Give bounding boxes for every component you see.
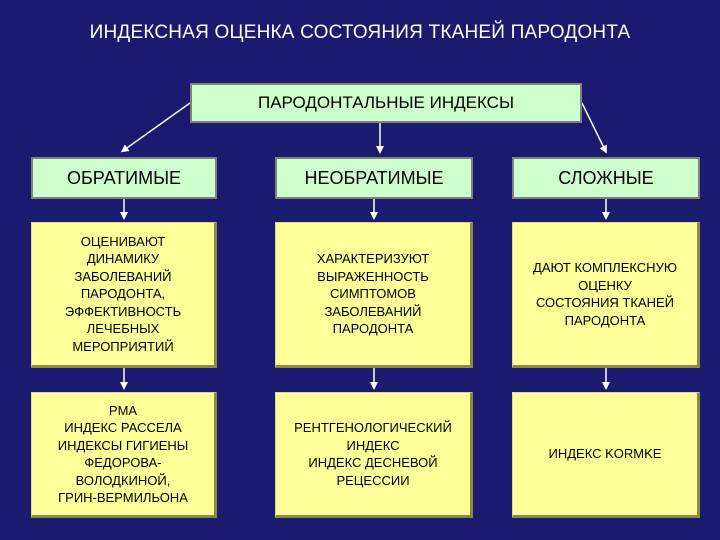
examples-text: PMA ИНДЕКС РАССЕЛА ИНДЕКСЫ ГИГИЕНЫ ФЕДОРОВА- ВОЛОДКИНОЙ, ГРИН-ВЕРМИЛЬОНА <box>57 402 189 505</box>
description-complex <box>512 222 700 368</box>
examples-complex <box>512 392 700 518</box>
examples-text: ИНДЕКС KORMKE <box>548 446 662 462</box>
connector-root-right <box>582 103 605 150</box>
root-node <box>190 83 582 123</box>
examples-reversible <box>31 392 217 518</box>
category-label: СЛОЖНЫЕ <box>558 167 654 188</box>
description-text: ДАЮТ КОМПЛЕКСНУЮ ОЦЕНКУ СОСТОЯНИЯ ТКАНЕЙ ПАРОДОНТА <box>533 260 677 328</box>
description-text: ОЦЕНИВАЮТ ДИНАМИКУ ЗАБОЛЕВАНИЙ ПАРОДОНТА, ЭФФЕКТИВНОСТЬ ЛЕЧЕБНЫХ МЕРОПРИЯТИЙ <box>64 233 182 354</box>
category-complex <box>512 157 700 199</box>
root-node-label: ПАРОДОНТАЛЬНЫЕ ИНДЕКСЫ <box>257 93 514 112</box>
category-label: ОБРАТИМЫЕ <box>66 167 182 188</box>
description-text: ХАРАКТЕРИЗУЮТ ВЫРАЖЕННОСТЬ СИМПТОМОВ ЗАБОЛЕВАНИЙ ПАРОДОНТА <box>316 251 430 337</box>
examples-irreversible <box>275 392 473 518</box>
description-irreversible <box>275 222 473 368</box>
description-reversible <box>31 222 217 368</box>
page-title: ИНДЕКСНАЯ ОЦЕНКА СОСТОЯНИЯ ТКАНЕЙ ПАРОДОНТА <box>89 22 631 43</box>
examples-text: РЕНТГЕНОЛОГИЧЕСКИЙ ИНДЕКС ИНДЕКС ДЕСНЕВОЙ РЕЦЕССИИ <box>294 420 452 488</box>
connector-root-left <box>124 103 190 150</box>
category-reversible <box>31 157 217 199</box>
category-label: НЕОБРАТИМЫЕ <box>304 167 444 188</box>
category-irreversible <box>275 157 473 199</box>
